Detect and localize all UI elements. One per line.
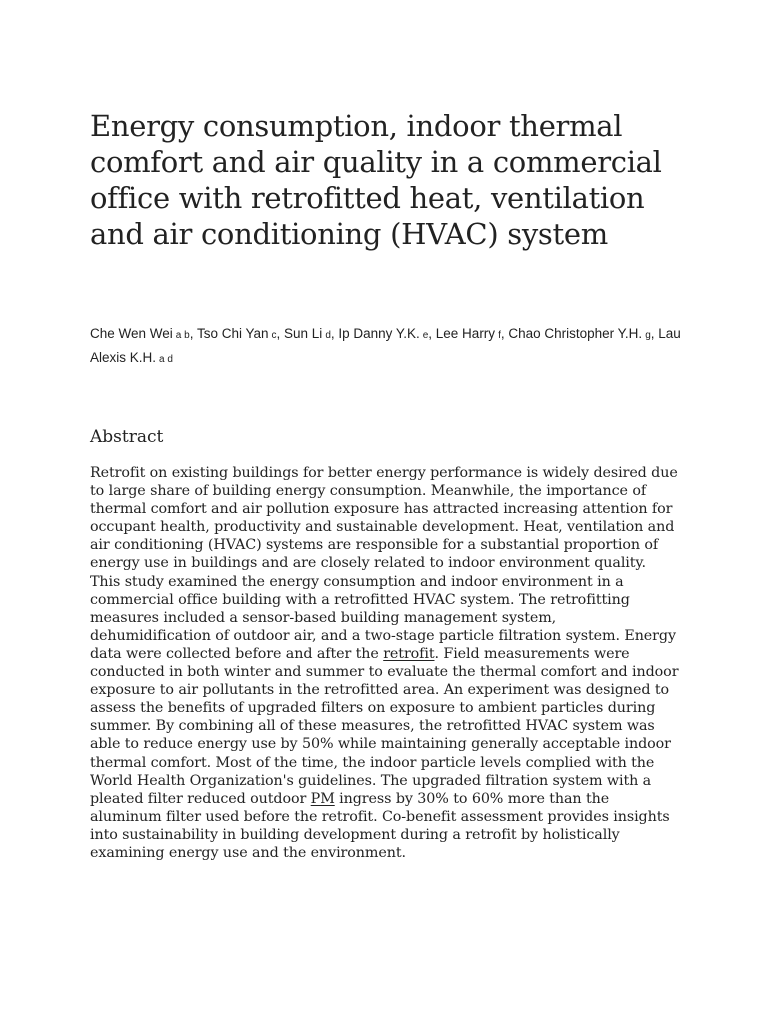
abstract-heading: Abstract <box>90 427 164 447</box>
author[interactable]: Tso Chi Yan c <box>196 326 277 341</box>
author[interactable]: Ip Danny Y.K. e <box>338 326 429 341</box>
affiliation-marker: e <box>422 330 429 341</box>
author-list: Che Wen Wei a b, Tso Chi Yan c, Sun Li d, Ip Danny Y.K. e, Lee Harry f, Chao Christopher Y.H. g, Lau Alexis K.H. a d <box>90 326 681 365</box>
affiliation-marker: d <box>325 330 331 341</box>
article-title: Energy consumption, indoor thermal comfort and air quality in a commercial office with retrofitted heat, ventilation and air conditioning (HVAC) system <box>90 109 662 251</box>
author[interactable]: Chao Christopher Y.H. g <box>508 326 651 341</box>
affiliation-marker: a d <box>159 354 173 365</box>
author[interactable]: Lee Harry f <box>435 326 501 341</box>
pm-link[interactable]: PM <box>310 790 335 807</box>
abstract-text: Retrofit on existing buildings for better energy performance is widely desired due to large share of building energy consumption. Meanwhile, the importance of thermal comfort and air pollution exposure has attracted increasing attention for occupant health, productivity and sustainable development. Heat, ventilation and air conditioning (HVAC) systems are responsible for a substantial proportion of energy use in buildings and are closely related to indoor environment quality. This study examined the energy consumption and indoor environment in a commercial office building with a retrofitted HVAC system. The retrofitting measures included a sensor-based building management system, dehumidification of outdoor air, and a two-stage particle filtration system. Energy data were collected before and after the retrofit. Field measurements were conducted in both winter and summer to evaluate the thermal comfort and indoor exposure to air pollutants in the retrofitted area. An experiment was designed to assess the benefits of upgraded filters on exposure to ambient particles during summer. By combining all of these measures, the retrofitted HVAC system was able to reduce energy use by 50% while maintaining generally acceptable indoor thermal comfort. Most of the time, the indoor particle levels complied with the World Health Organization's guidelines. The upgraded filtration system with a pleated filter reduced outdoor PM ingress by 30% to 60% more than the aluminum filter used before the retrofit. Co-benefit assessment provides insights into sustainability in building development during a retrofit by holistically examining energy use and the environment. <box>90 465 679 861</box>
author[interactable]: Lau Alexis K.H. a d <box>90 326 681 365</box>
retrofit-link[interactable]: retrofit <box>383 645 435 662</box>
author[interactable]: Che Wen Wei a b <box>90 326 190 341</box>
affiliation-marker: a b <box>175 330 190 341</box>
affiliation-marker: c <box>271 330 277 341</box>
affiliation-marker: f <box>498 330 501 341</box>
author[interactable]: Sun Li d <box>284 326 331 341</box>
affiliation-marker: g <box>645 330 651 341</box>
